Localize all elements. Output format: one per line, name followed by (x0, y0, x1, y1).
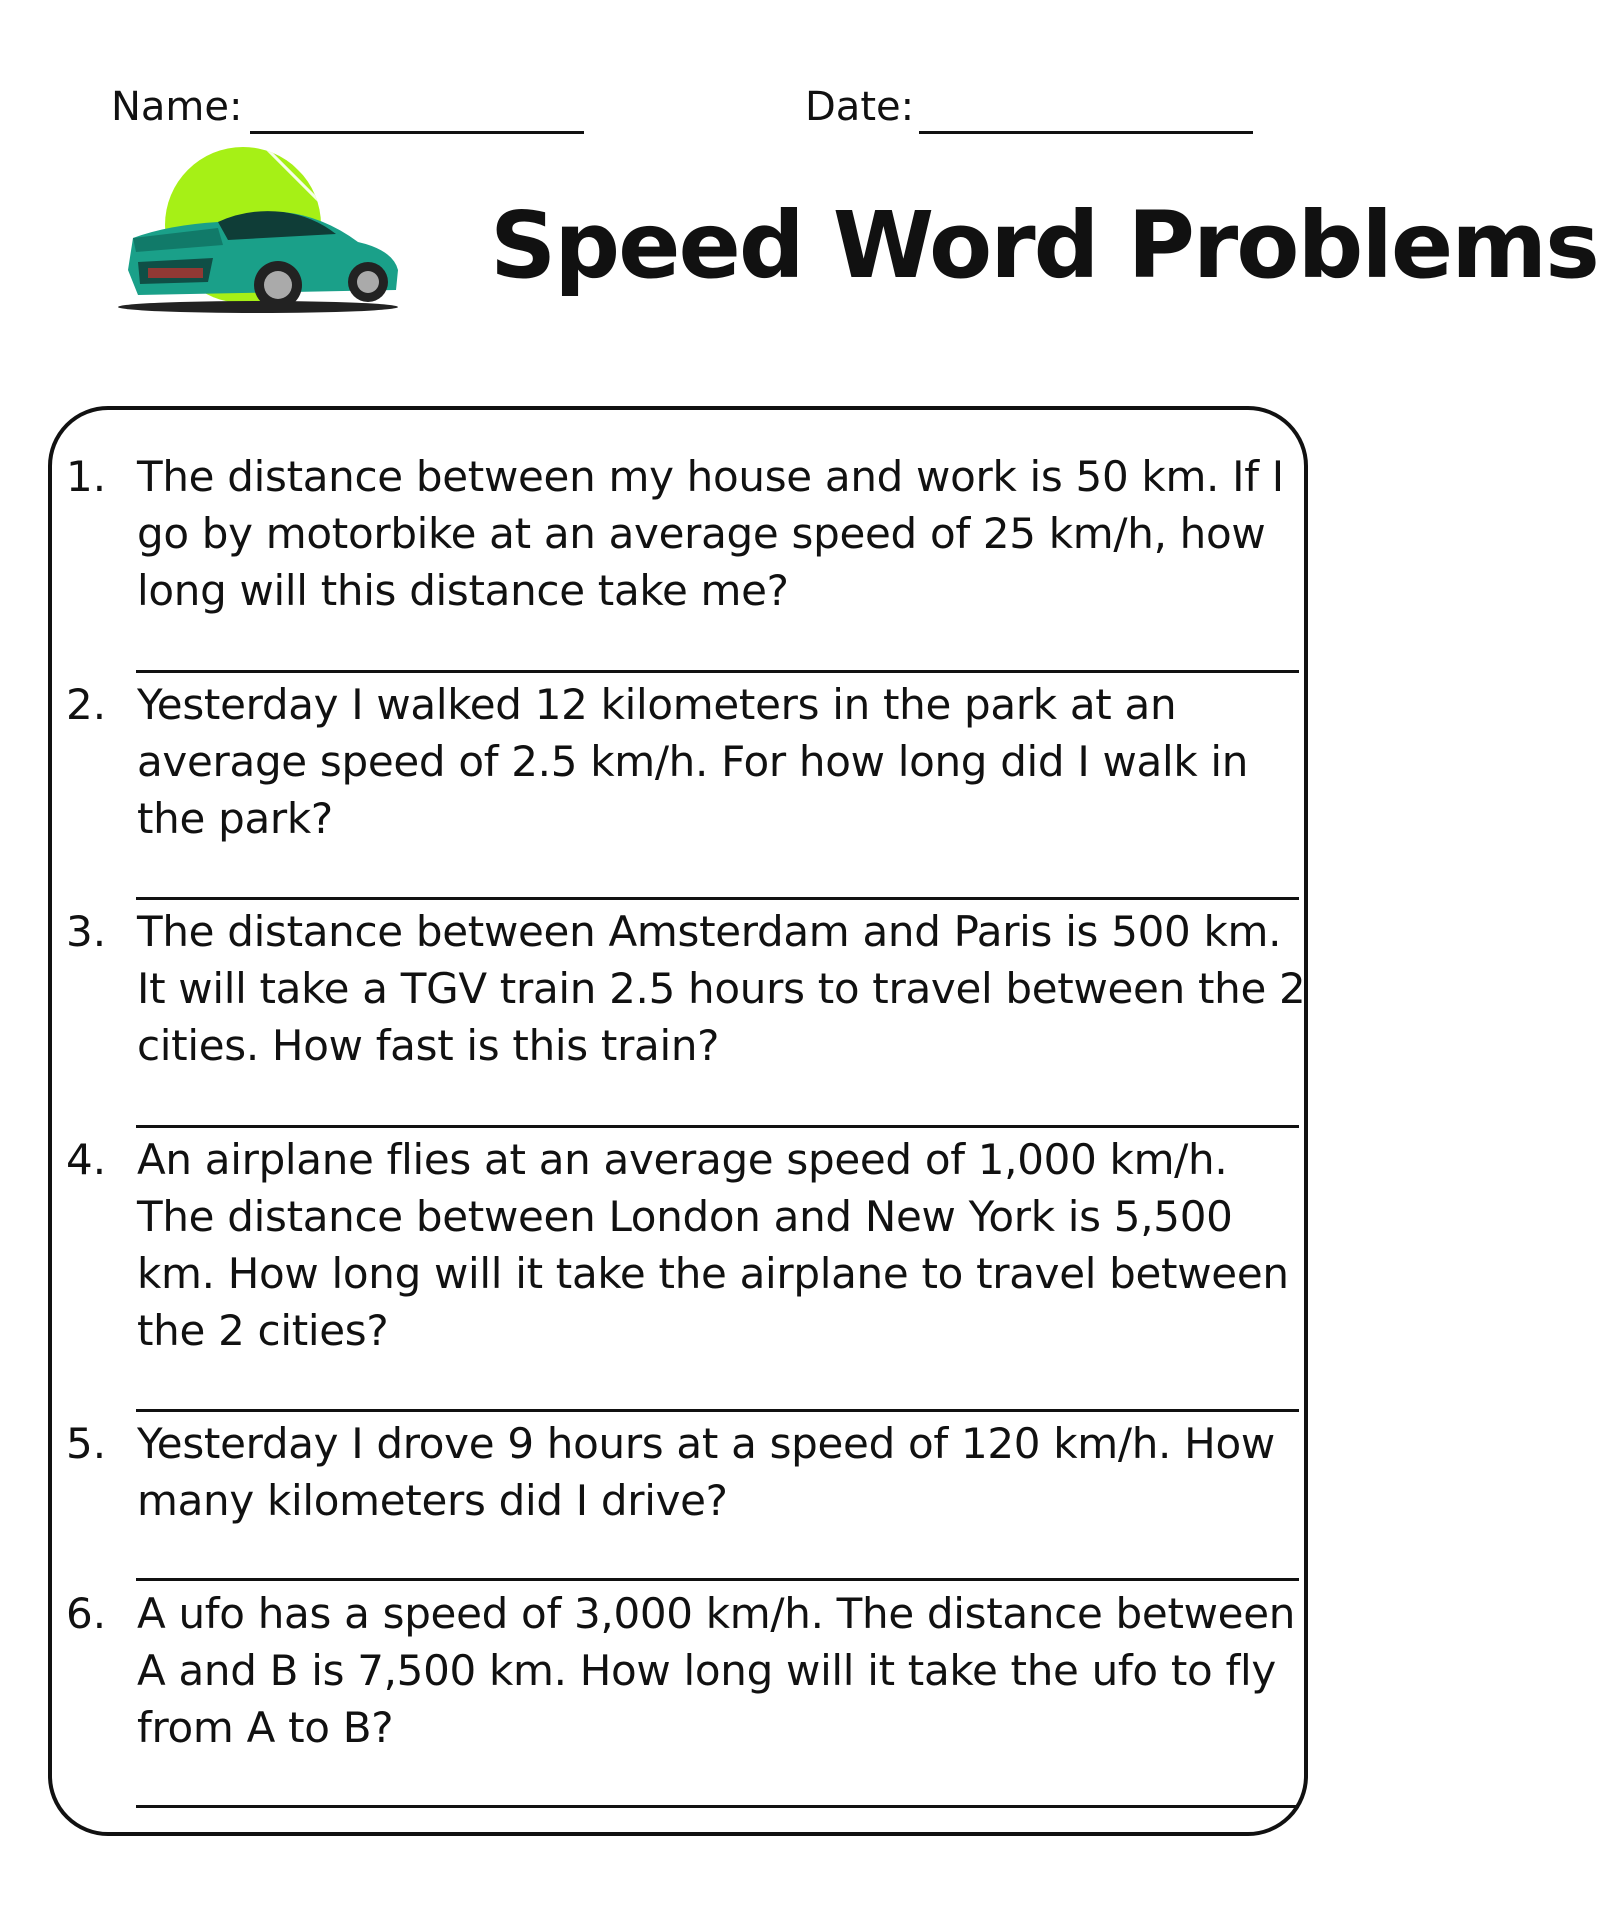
answer-line[interactable] (136, 1409, 1299, 1412)
date-input-line[interactable] (919, 131, 1253, 134)
answer-line[interactable] (136, 1125, 1299, 1128)
worksheet-title: Speed Word Problems (490, 192, 1598, 299)
name-input-line[interactable] (250, 131, 584, 134)
problem-text: Yesterday I drove 9 hours at a speed of 120 km/h. How many kilometers did I drive? (137, 1419, 1275, 1525)
sports-car-icon (108, 150, 408, 320)
problem-number: 3. (66, 907, 107, 956)
name-label: Name: (111, 84, 243, 130)
problem-text: The distance between Amsterdam and Paris is 500 km. It will take a TGV train 2.5 hours to travel between the 2 cities. How fast is this train? (137, 907, 1306, 1070)
problem-text: An airplane flies at an average speed of 1,000 km/h. The distance between London and New York is 5,500 km. How long will it take the airplane to travel between the 2 cities? (137, 1135, 1289, 1355)
date-label: Date: (805, 84, 915, 130)
problem-text: The distance between my house and work is 50 km. If I go by motorbike at an average speed of 25 km/h, how long will this distance take me? (137, 452, 1284, 615)
answer-line[interactable] (136, 897, 1299, 900)
problem-number: 4. (66, 1135, 107, 1184)
problem-number: 2. (66, 680, 107, 729)
problem-number: 5. (66, 1419, 107, 1468)
problem-number: 1. (66, 452, 107, 501)
problem-number: 6. (66, 1589, 107, 1638)
answer-line[interactable] (136, 670, 1299, 673)
problem-text: A ufo has a speed of 3,000 km/h. The distance between A and B is 7,500 km. How long will it take the ufo to fly from A to B? (137, 1589, 1296, 1752)
answer-line[interactable] (136, 1578, 1299, 1581)
problem-text: Yesterday I walked 12 kilometers in the park at an average speed of 2.5 km/h. For how long did I walk in the park? (137, 680, 1249, 843)
answer-line[interactable] (136, 1805, 1299, 1808)
